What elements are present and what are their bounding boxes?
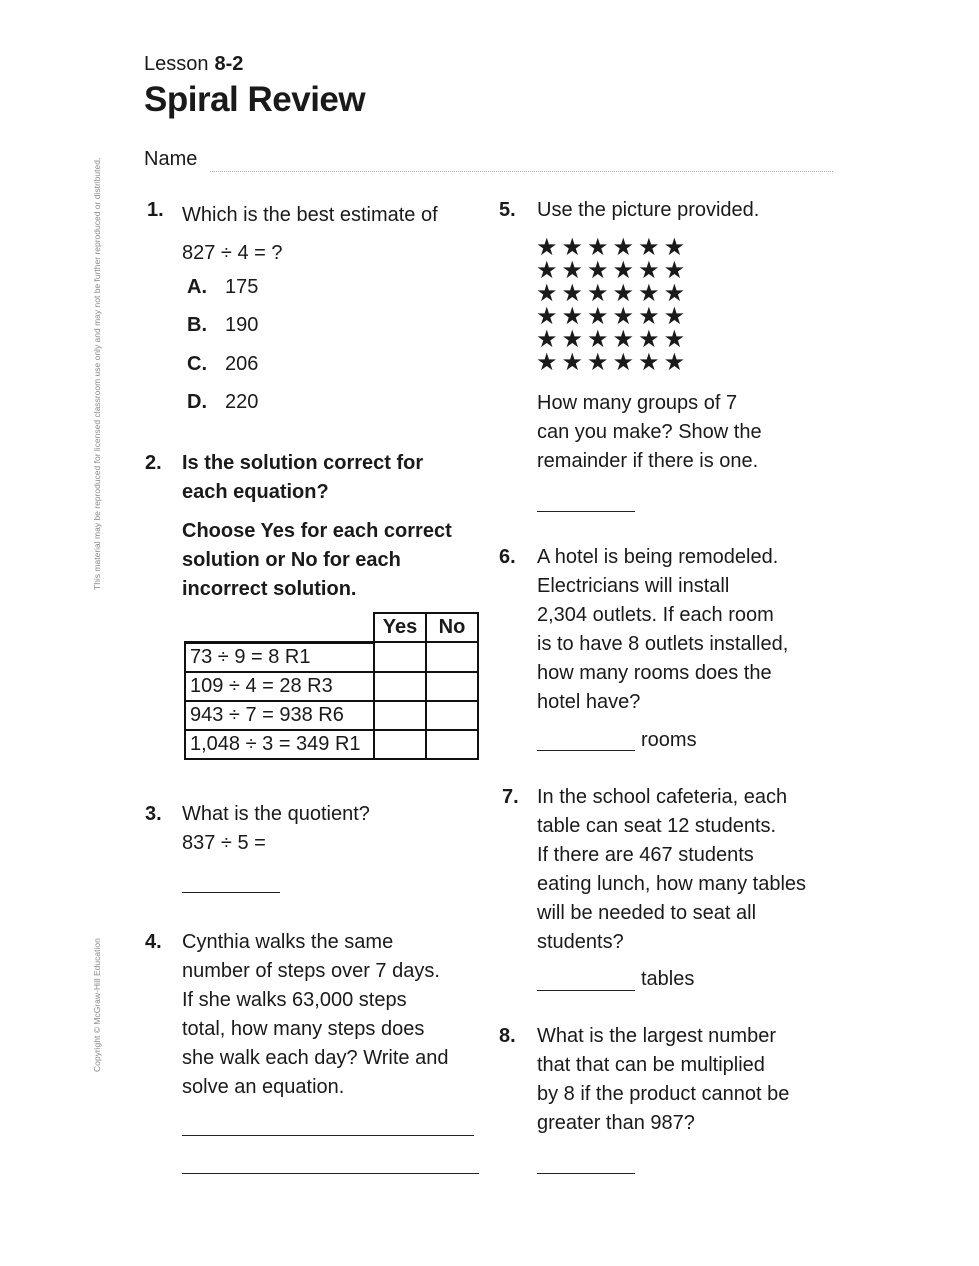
name-label: Name [144, 148, 198, 170]
q1-line: Which is the best estimate of [182, 204, 438, 226]
star-icon: ★ [536, 234, 562, 261]
no-cell[interactable] [426, 672, 478, 701]
header-yes: Yes [374, 613, 426, 642]
star-row [536, 282, 689, 305]
equation: 1,048 ÷ 3 = 349 R1 [185, 730, 374, 759]
equation: 73 ÷ 9 = 8 R1 [185, 642, 374, 672]
q4-number: 4. [145, 931, 162, 953]
q7-line: table can seat 12 students. [537, 815, 777, 837]
q7-number: 7. [502, 786, 519, 808]
q4-line: number of steps over 7 days. [182, 960, 440, 982]
q3-answer-blank[interactable] [182, 892, 280, 893]
q4-text [182, 928, 448, 1102]
q6-line: hotel have? [537, 691, 641, 713]
star-icon: ★ [612, 326, 639, 353]
q7-line: If there are 467 students [537, 844, 754, 866]
star-row [536, 305, 689, 328]
copyright-notice: Copyright © McGraw-Hill Education [92, 938, 102, 1072]
table-row [185, 701, 478, 730]
q7-line: students? [537, 931, 624, 953]
q2-instr-line: incorrect solution. [182, 578, 357, 600]
q2-number: 2. [145, 452, 162, 474]
q1-line: 827 ÷ 4 = ? [182, 242, 283, 264]
star-icon: ★ [663, 280, 690, 307]
lesson-number: 8-2 [214, 53, 244, 75]
star-icon: ★ [587, 326, 613, 353]
star-row [536, 236, 689, 259]
star-icon: ★ [561, 234, 588, 261]
q3-text [182, 800, 370, 858]
star-icon: ★ [663, 234, 690, 261]
q7-text [537, 783, 806, 957]
star-icon: ★ [587, 303, 613, 330]
q7-line: will be needed to seat all [537, 902, 757, 924]
header-no: No [426, 613, 478, 642]
star-icon: ★ [612, 234, 639, 261]
q1-option-c[interactable] [187, 353, 258, 376]
option-value: 175 [225, 276, 259, 298]
no-cell[interactable] [426, 730, 478, 759]
lesson-text: Lesson [144, 53, 209, 75]
q2-table [184, 612, 479, 760]
star-row [536, 351, 689, 374]
star-icon: ★ [536, 326, 562, 353]
star-icon: ★ [561, 349, 588, 376]
q6-line: how many rooms does the [537, 662, 772, 684]
q4-line: she walk each day? Write and [182, 1047, 449, 1069]
star-icon: ★ [612, 349, 639, 376]
star-icon: ★ [587, 349, 613, 376]
q1-option-a[interactable] [187, 276, 258, 299]
q5-answer-blank[interactable] [537, 511, 635, 512]
q3-line: 837 ÷ 5 = [182, 832, 266, 854]
q2-instructions [182, 517, 452, 604]
q4-line: total, how many steps does [182, 1018, 425, 1040]
option-letter: A. [187, 276, 207, 298]
q1-option-d[interactable] [187, 391, 258, 414]
star-icon: ★ [561, 303, 588, 330]
q5-line: can you make? Show the [537, 421, 762, 443]
star-icon: ★ [587, 280, 613, 307]
equation: 943 ÷ 7 = 938 R6 [185, 701, 374, 730]
q8-line: greater than 987? [537, 1112, 695, 1134]
star-icon: ★ [663, 326, 690, 353]
q6-text [537, 543, 788, 717]
q6-unit: rooms [641, 729, 697, 751]
q7-answer-blank[interactable] [537, 990, 635, 991]
name-field[interactable] [210, 171, 833, 172]
q8-number: 8. [499, 1025, 516, 1047]
q4-line: If she walks 63,000 steps [182, 989, 407, 1011]
star-icon: ★ [561, 280, 588, 307]
star-icon: ★ [638, 349, 664, 376]
star-icon: ★ [561, 326, 588, 353]
star-row [536, 328, 689, 351]
no-cell[interactable] [426, 642, 478, 672]
table-row [185, 672, 478, 701]
star-icon: ★ [536, 257, 562, 284]
q5-line: remainder if there is one. [537, 450, 759, 472]
q7-line: In the school cafeteria, each [537, 786, 788, 808]
q4-line: Cynthia walks the same [182, 931, 394, 953]
option-letter: D. [187, 391, 207, 413]
q2-instr-line: solution or No for each [182, 549, 401, 571]
q3-number: 3. [145, 803, 162, 825]
q7-line: eating lunch, how many tables [537, 873, 807, 895]
q5-question [537, 389, 762, 476]
star-icon: ★ [587, 234, 613, 261]
q6-answer-blank[interactable] [537, 750, 635, 751]
star-icon: ★ [638, 303, 664, 330]
star-icon: ★ [663, 257, 690, 284]
q2-text [182, 449, 423, 507]
q6-line: Electricians will install [537, 575, 730, 597]
yes-cell[interactable] [374, 642, 426, 672]
star-icon: ★ [536, 303, 562, 330]
q3-line: What is the quotient? [182, 803, 370, 825]
star-row [536, 259, 689, 282]
q1-text [182, 196, 438, 272]
q5-text: Use the picture provided. [537, 199, 760, 221]
table-corner [185, 613, 374, 642]
star-icon: ★ [561, 257, 588, 284]
star-icon: ★ [638, 257, 664, 284]
q1-option-b[interactable] [187, 314, 258, 337]
no-cell[interactable] [426, 701, 478, 730]
star-icon: ★ [612, 257, 639, 284]
star-icon: ★ [612, 303, 639, 330]
star-array [536, 236, 689, 374]
q4-line: solve an equation. [182, 1076, 345, 1098]
q8-text [537, 1022, 789, 1138]
q4-answer-line-2[interactable] [182, 1173, 479, 1174]
yes-cell[interactable] [374, 672, 426, 701]
q6-line: 2,304 outlets. If each room [537, 604, 774, 626]
q1-number: 1. [147, 199, 164, 221]
q7-unit: tables [641, 968, 695, 990]
q5-number: 5. [499, 199, 516, 221]
star-icon: ★ [638, 280, 664, 307]
star-icon: ★ [638, 234, 664, 261]
table-row [185, 642, 478, 672]
star-icon: ★ [536, 280, 562, 307]
reproduction-notice: This material may be reproduced for licensed classroom use only and may not be further reproduced or distributed. [92, 157, 102, 590]
q2-instr-line: Choose Yes for each correct [182, 520, 452, 542]
star-icon: ★ [587, 257, 613, 284]
yes-cell[interactable] [374, 730, 426, 759]
option-value: 220 [225, 391, 259, 413]
option-value: 206 [225, 353, 259, 375]
yes-cell[interactable] [374, 701, 426, 730]
option-letter: B. [187, 314, 207, 336]
star-icon: ★ [663, 349, 690, 376]
star-icon: ★ [663, 303, 690, 330]
option-letter: C. [187, 353, 207, 375]
q6-line: is to have 8 outlets installed, [537, 633, 789, 655]
q4-answer-line-1[interactable] [182, 1135, 474, 1136]
q2-line: Is the solution correct for [182, 452, 424, 474]
star-icon: ★ [612, 280, 639, 307]
q2-line: each equation? [182, 481, 329, 503]
q8-line: by 8 if the product cannot be [537, 1083, 790, 1105]
q6-number: 6. [499, 546, 516, 568]
option-value: 190 [225, 314, 259, 336]
table-row [185, 730, 478, 759]
star-icon: ★ [638, 326, 664, 353]
lesson-label [144, 53, 243, 76]
q8-line: What is the largest number [537, 1025, 776, 1047]
star-icon: ★ [536, 349, 562, 376]
equation: 109 ÷ 4 = 28 R3 [185, 672, 374, 701]
q8-answer-blank[interactable] [537, 1173, 635, 1174]
q6-line: A hotel is being remodeled. [537, 546, 779, 568]
page-title: Spiral Review [144, 80, 366, 119]
q5-line: How many groups of 7 [537, 392, 738, 414]
q8-line: that that can be multiplied [537, 1054, 765, 1076]
